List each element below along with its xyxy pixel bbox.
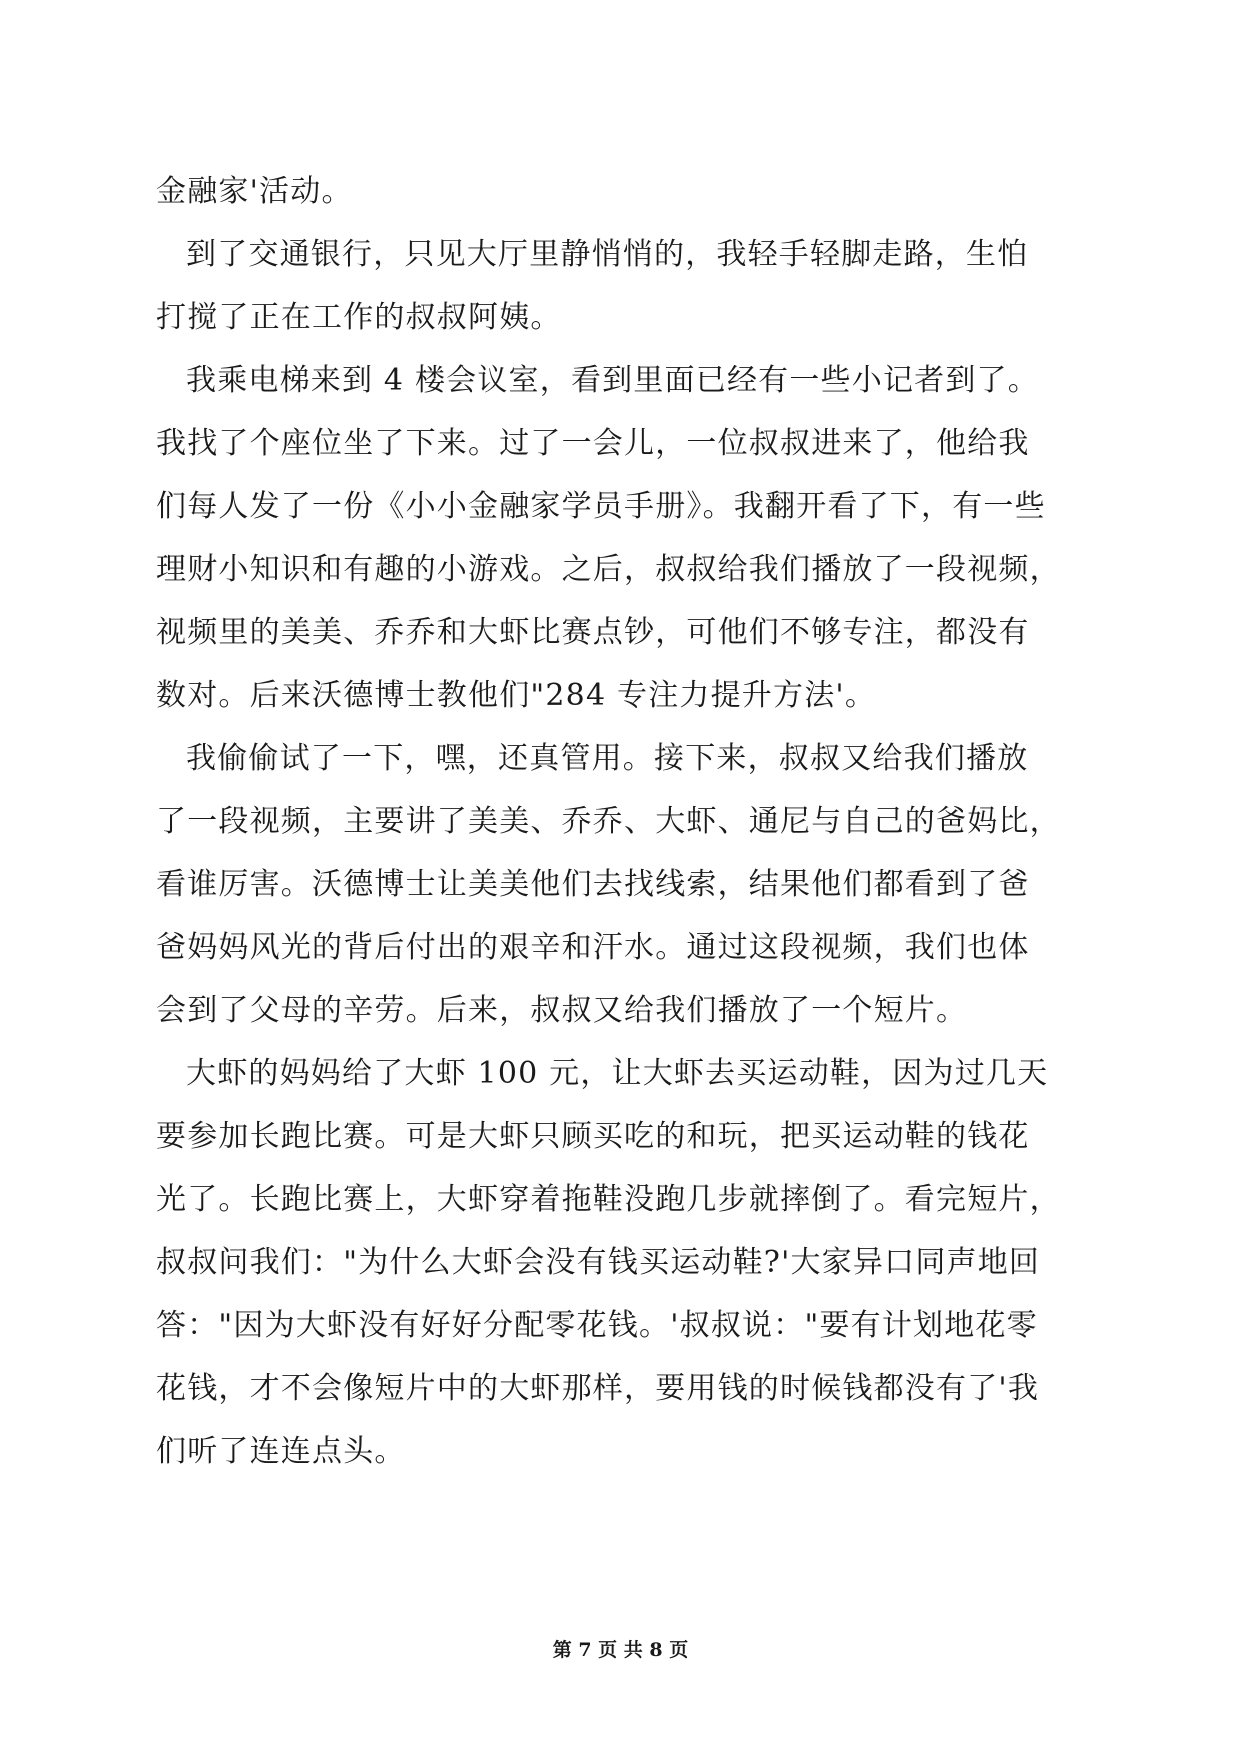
text-line: 金融家'活动。 (156, 174, 353, 209)
text-line: 爸妈妈风光的背后付出的艰辛和汗水。通过这段视频，我们也体 (156, 930, 1030, 965)
paragraph-start-line: 大虾的妈妈给了大虾 100 元，让大虾去买运动鞋，因为过几天 (186, 1056, 1049, 1091)
text-line: 花钱，才不会像短片中的大虾那样，要用钱的时候钱都没有了'我 (156, 1371, 1040, 1406)
document-body (156, 160, 1091, 1483)
paragraph-start-line: 我乘电梯来到 4 楼会议室，看到里面已经有一些小记者到了。 (186, 363, 1039, 398)
text-line: 理财小知识和有趣的小游戏。之后，叔叔给我们播放了一段视频， (156, 552, 1061, 587)
text-line: 要参加长跑比赛。可是大虾只顾买吃的和玩，把买运动鞋的钱花 (156, 1119, 1030, 1154)
text-line: 了一段视频，主要讲了美美、乔乔、大虾、通尼与自己的爸妈比， (156, 804, 1061, 839)
text-line: 视频里的美美、乔乔和大虾比赛点钞，可他们不够专注，都没有 (156, 615, 1030, 650)
text-line: 会到了父母的辛劳。后来，叔叔又给我们播放了一个短片。 (156, 993, 968, 1028)
text-line: 我找了个座位坐了下来。过了一会儿，一位叔叔进来了，他给我 (156, 426, 1030, 461)
text-line: 看谁厉害。沃德博士让美美他们去找线索，结果他们都看到了爸 (156, 867, 1030, 902)
page-number-footer: 第 7 页 共 8 页 (552, 1639, 689, 1661)
text-line: 数对。后来沃德博士教他们"284 专注力提升方法'。 (156, 678, 877, 713)
paragraph-start-line: 到了交通银行，只见大厅里静悄悄的，我轻手轻脚走路，生怕 (186, 237, 1029, 272)
text-line: 光了。长跑比赛上，大虾穿着拖鞋没跑几步就摔倒了。看完短片， (156, 1182, 1061, 1217)
text-line: 们听了连连点头。 (156, 1434, 406, 1469)
text-line: 打搅了正在工作的叔叔阿姨。 (156, 300, 562, 335)
text-line: 们每人发了一份《小小金融家学员手册》。我翻开看了下，有一些 (156, 489, 1046, 524)
paragraph-start-line: 我偷偷试了一下，嘿，还真管用。接下来，叔叔又给我们播放 (186, 741, 1029, 776)
text-line: 叔叔问我们："为什么大虾会没有钱买运动鞋?'大家异口同声地回 (156, 1245, 1041, 1280)
text-line: 答："因为大虾没有好好分配零花钱。'叔叔说："要有计划地花零 (156, 1308, 1038, 1343)
